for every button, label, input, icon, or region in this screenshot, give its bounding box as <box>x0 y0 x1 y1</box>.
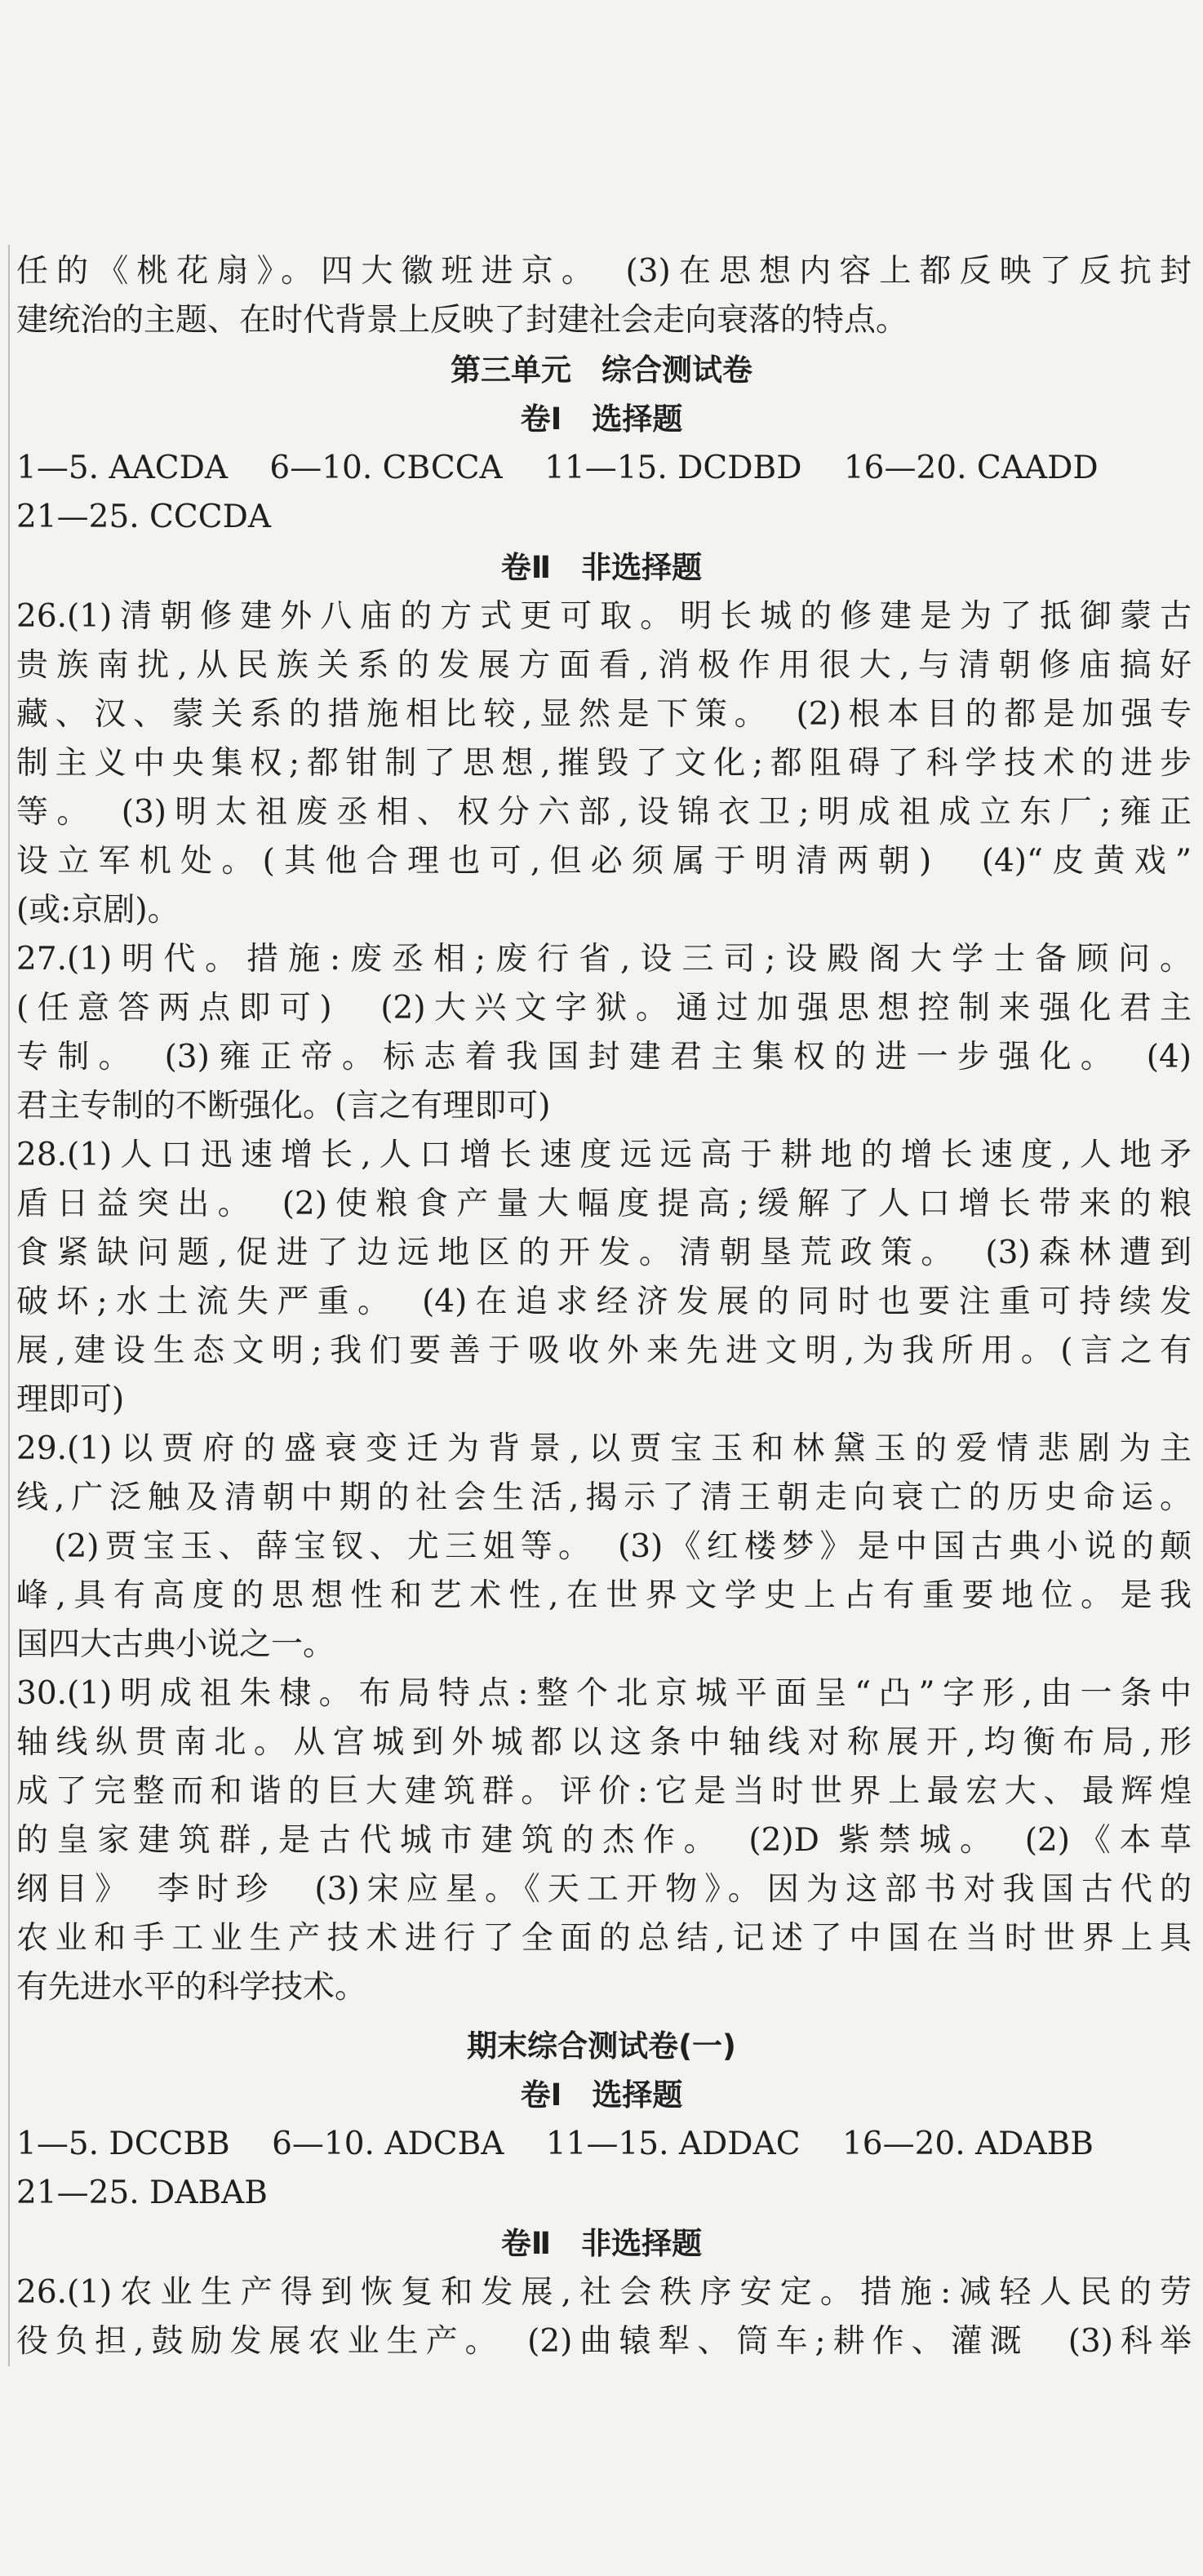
text-line: 贵族南扰,从民族关系的发展方面看,消极作用很大,与清朝修庙搞好 <box>16 647 1192 684</box>
text-line: 28.(1)人口迅速增长,人口增长速度远远高于耕地的增长速度,人地矛 <box>16 1137 1192 1173</box>
text-line: 盾日益突出。 (2)使粮食产量大幅度提高;缓解了人口增长带来的粮 <box>16 1186 1192 1222</box>
answer-key-line: 1—5. DCCBB 6—10. ADCBA 11—15. ADDAC 16—20. ADABB <box>16 2126 1094 2162</box>
subsection-heading: 卷Ⅰ 选择题 <box>520 401 683 437</box>
answer-key-line: 1—5. AACDA 6—10. CBCCA 11—15. DCDBD 16—20. CAADD <box>16 450 1099 486</box>
text-line: 任的《桃花扇》。四大徽班进京。 (3)在思想内容上都反映了反抗封 <box>16 253 1192 290</box>
text-line: 线,广泛触及清朝中期的社会生活,揭示了清王朝走向衰亡的历史命运。 <box>16 1479 1192 1516</box>
text-line: 理即可) <box>16 1381 125 1418</box>
section-heading: 期末综合测试卷(一) <box>467 2028 736 2064</box>
text-line: 峰,具有高度的思想性和艺术性,在世界文学史上占有重要地位。是我 <box>16 1577 1192 1614</box>
answer-key-line: 21—25. DABAB <box>16 2175 268 2211</box>
text-line: 农业和手工业生产技术进行了全面的总结,记述了中国在当时世界上具 <box>16 1920 1192 1957</box>
text-line: 藏、汉、蒙关系的措施相比较,显然是下策。 (2)根本目的都是加强专 <box>16 696 1192 733</box>
text-line: 的皇家建筑群,是古代城市建筑的杰作。 (2)D 紫禁城。 (2)《本草 <box>16 1822 1192 1859</box>
text-line: 29.(1)以贾府的盛衰变迁为背景,以贾宝玉和林黛玉的爱情悲剧为主 <box>16 1430 1192 1467</box>
text-line: 纲目》 李时珍 (3)宋应星。《天工开物》。因为这部书对我国古代的 <box>16 1871 1192 1908</box>
text-line: 国四大古典小说之一。 <box>16 1626 335 1663</box>
text-line: 等。 (3)明太祖废丞相、权分六部,设锦衣卫;明成祖成立东厂;雍正 <box>16 794 1192 831</box>
text-line: 有先进水平的科学技术。 <box>16 1969 367 2006</box>
text-line: (2)贾宝玉、薛宝钗、尤三姐等。 (3)《红楼梦》是中国古典小说的颠 <box>16 1528 1192 1565</box>
section-heading: 第三单元 综合测试卷 <box>451 352 752 388</box>
text-line: 君主专制的不断强化。(言之有理即可) <box>16 1088 551 1124</box>
text-line: 专制。 (3)雍正帝。标志着我国封建君主集权的进一步强化。 (4) <box>16 1039 1192 1075</box>
text-line: 轴线纵贯南北。从宫城到外城都以这条中轴线对称展开,均衡布局,形 <box>16 1724 1192 1761</box>
answer-key-line: 21—25. CCCDA <box>16 499 271 535</box>
text-line: 建统治的主题、在时代背景上反映了封建社会走向衰落的特点。 <box>16 302 908 339</box>
text-line: 役负担,鼓励发展农业生产。 (2)曲辕犁、筒车;耕作、灌溉 (3)科举 <box>16 2323 1192 2360</box>
text-line: 设立军机处。(其他合理也可,但必须属于明清两朝) (4)“皮黄戏” <box>16 843 1192 880</box>
text-line: 破坏;水土流失严重。 (4)在追求经济发展的同时也要注重可持续发 <box>16 1284 1192 1320</box>
text-line: 30.(1)明成祖朱棣。布局特点:整个北京城平面呈“凸”字形,由一条中 <box>16 1675 1192 1712</box>
subsection-heading: 卷Ⅱ 非选择题 <box>500 2226 703 2261</box>
text-line: (任意答两点即可) (2)大兴文字狱。通过加强思想控制来强化君主 <box>16 990 1192 1026</box>
text-line: 制主义中央集权;都钳制了思想,摧毁了文化;都阻碍了科学技术的进步 <box>16 745 1192 782</box>
text-line: 26.(1)农业生产得到恢复和发展,社会秩序安定。措施:减轻人民的劳 <box>16 2274 1192 2311</box>
subsection-heading: 卷Ⅱ 非选择题 <box>500 550 703 585</box>
text-line: 展,建设生态文明;我们要善于吸收外来先进文明,为我所用。(言之有 <box>16 1332 1192 1369</box>
text-line: (或:京剧)。 <box>16 892 180 929</box>
text-line: 26.(1)清朝修建外八庙的方式更可取。明长城的修建是为了抵御蒙古 <box>16 598 1192 635</box>
text-line: 27.(1)明代。措施:废丞相;废行省,设三司;设殿阁大学士备顾问。 <box>16 941 1192 978</box>
subsection-heading: 卷Ⅰ 选择题 <box>520 2077 683 2113</box>
text-line: 食紧缺问题,促进了边远地区的开发。清朝垦荒政策。 (3)森林遭到 <box>16 1235 1192 1271</box>
text-line: 成了完整而和谐的巨大建筑群。评价:它是当时世界上最宏大、最辉煌 <box>16 1773 1192 1810</box>
